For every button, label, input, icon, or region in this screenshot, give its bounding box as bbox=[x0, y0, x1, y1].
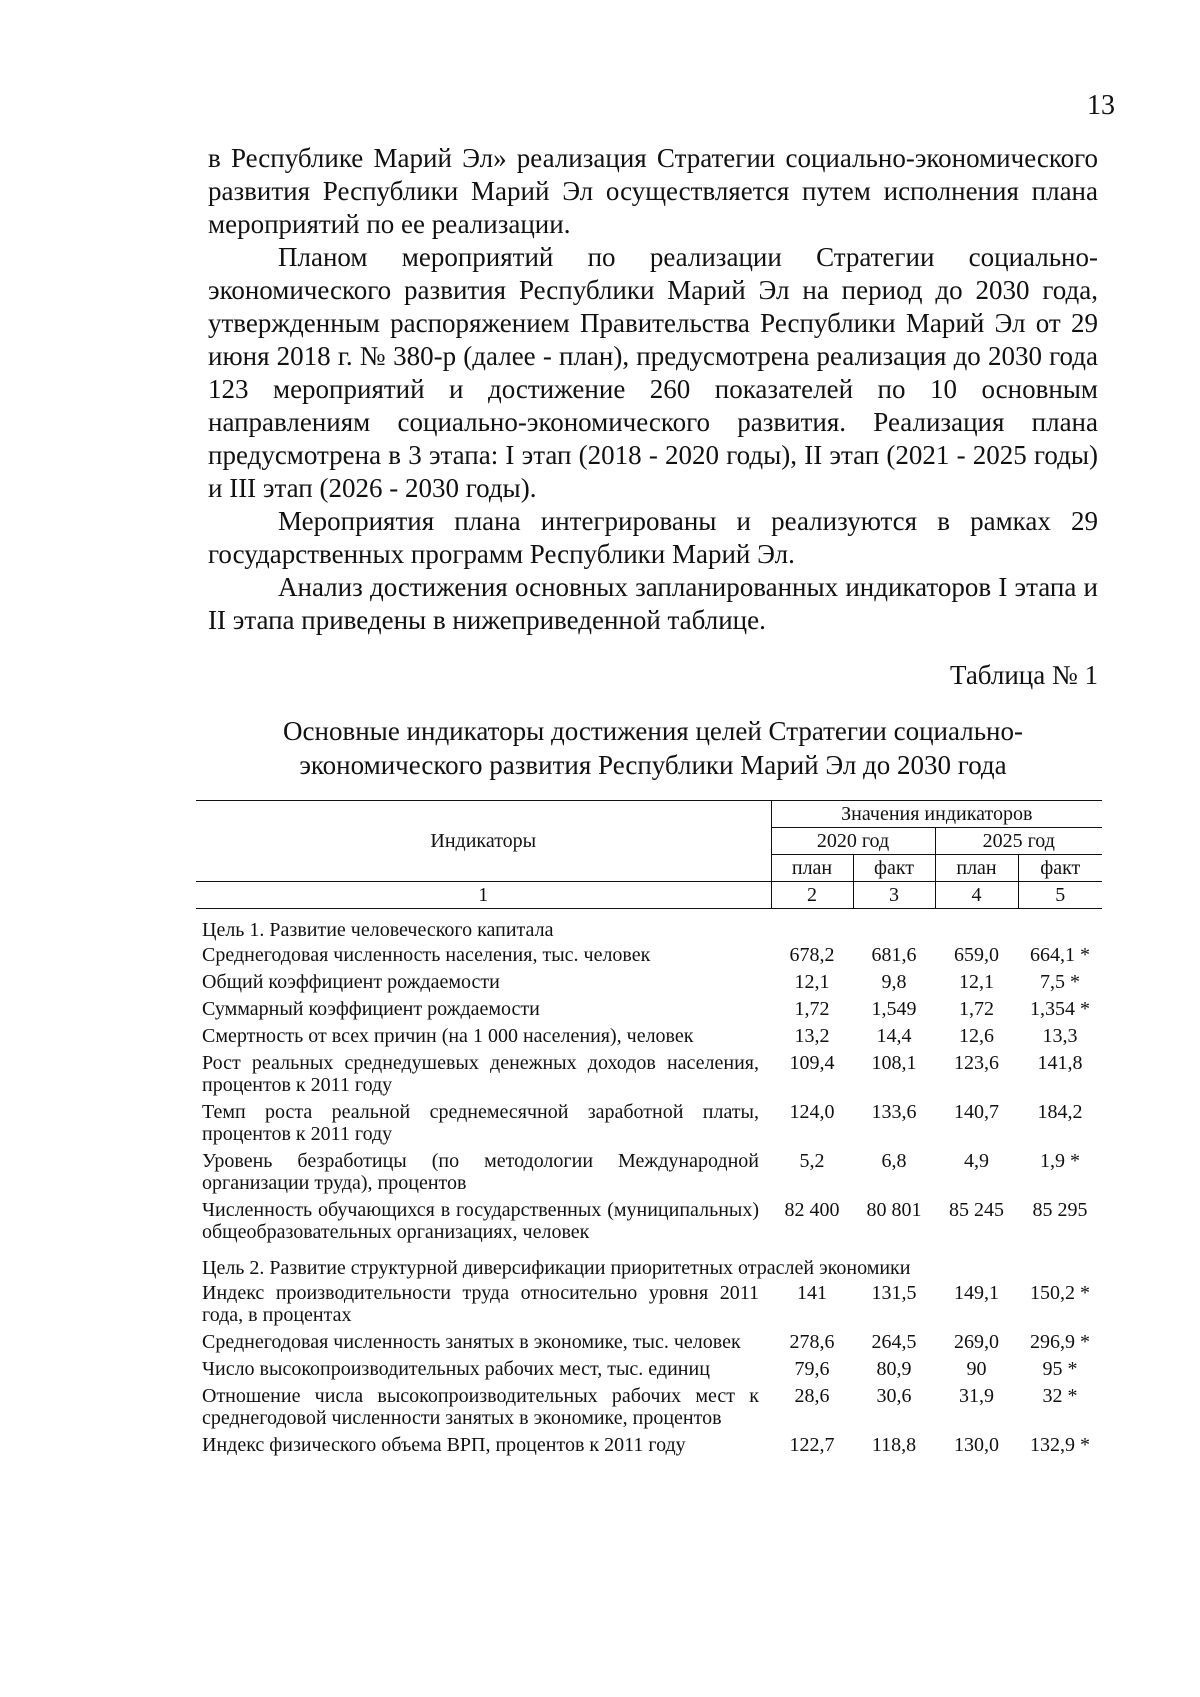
table-label: Таблица № 1 bbox=[950, 660, 1098, 690]
fact-2020-value: 14,4 bbox=[876, 1025, 912, 1047]
plan-2025-value: 4,9 bbox=[964, 1150, 989, 1172]
plan-2025-value: 123,6 bbox=[954, 1052, 999, 1074]
plan-2020-value: 278,6 bbox=[789, 1331, 835, 1353]
paragraph-3: Мероприятия плана интегрированы и реализуются в рамках 29 государственных программ Республики Марий Эл. bbox=[208, 506, 1098, 569]
indicator-row bbox=[196, 943, 1102, 970]
plan-2025-value: 90 bbox=[966, 1358, 987, 1380]
fact-2025-value: 664,1 * bbox=[1030, 944, 1090, 966]
header-fact-2025: факт bbox=[1018, 855, 1102, 882]
indicator-name: Уровень безработицы (по методологии Международной организации труда), процентов bbox=[202, 1150, 759, 1194]
body-text bbox=[208, 142, 1098, 637]
column-number: 4 bbox=[935, 882, 1018, 909]
fact-2025-value: 95 * bbox=[1042, 1358, 1078, 1380]
goal-row bbox=[196, 909, 1102, 944]
fact-2020-value: 264,5 bbox=[871, 1331, 917, 1353]
fact-2025-value: 1,9 * bbox=[1040, 1150, 1080, 1172]
fact-2020-value: 30,6 bbox=[876, 1385, 912, 1407]
goal-row bbox=[196, 1247, 1102, 1281]
column-number: 1 bbox=[196, 882, 771, 909]
indicators-table bbox=[196, 800, 1102, 1460]
indicator-name: Индекс физического объема ВРП, процентов к 2011 году bbox=[202, 1434, 686, 1456]
plan-2020-value: 79,6 bbox=[794, 1358, 830, 1380]
column-number: 5 bbox=[1018, 882, 1102, 909]
indicator-row bbox=[196, 1198, 1102, 1247]
fact-2025-value: 141,8 bbox=[1037, 1052, 1083, 1074]
plan-2020-value: 12,1 bbox=[794, 971, 830, 993]
fact-2020-value: 1,549 bbox=[871, 998, 917, 1020]
plan-2025-value: 130,0 bbox=[954, 1434, 999, 1456]
fact-2020-value: 80 801 bbox=[866, 1199, 922, 1221]
table-title-line-1: Основные индикаторы достижения целей Стратегии социально- bbox=[283, 716, 1023, 746]
fact-2020-value: 133,6 bbox=[871, 1101, 917, 1123]
page-number: 13 bbox=[1087, 90, 1115, 121]
plan-2025-value: 1,72 bbox=[959, 998, 994, 1020]
plan-2025-value: 149,1 bbox=[954, 1282, 999, 1304]
indicator-row bbox=[196, 1100, 1102, 1149]
indicator-row bbox=[196, 1051, 1102, 1100]
column-number: 2 bbox=[771, 882, 853, 909]
header-plan-2020: план bbox=[771, 855, 853, 882]
header-year-2020: 2020 год bbox=[771, 828, 935, 855]
table-title-line-2: экономического развития Республики Марий Эл до 2030 года bbox=[299, 750, 1007, 780]
plan-2020-value: 141 bbox=[797, 1282, 827, 1304]
indicator-row bbox=[196, 1024, 1102, 1051]
indicator-row bbox=[196, 970, 1102, 997]
indicator-name: Индекс производительности труда относительно уровня 2011 года, в процентах bbox=[202, 1282, 759, 1326]
plan-2025-value: 12,6 bbox=[959, 1025, 994, 1047]
table-title bbox=[208, 714, 1098, 782]
plan-2025-value: 269,0 bbox=[954, 1331, 999, 1353]
fact-2020-value: 681,6 bbox=[871, 944, 917, 966]
plan-2025-value: 85 245 bbox=[949, 1199, 1004, 1221]
header-values: Значения индикаторов bbox=[771, 801, 1102, 828]
indicator-name: Рост реальных среднедушевых денежных доходов населения, процентов к 2011 году bbox=[202, 1052, 759, 1096]
paragraph-4: Анализ достижения основных запланированных индикаторов I этапа и II этапа приведены в нижеприведенной таблице. bbox=[208, 572, 1098, 635]
indicator-row bbox=[196, 1330, 1102, 1357]
fact-2020-value: 108,1 bbox=[871, 1052, 917, 1074]
indicator-name: Численность обучающихся в государственных (муниципальных) общеобразовательных организациях, человек bbox=[202, 1199, 759, 1243]
plan-2020-value: 124,0 bbox=[789, 1101, 835, 1123]
fact-2025-value: 296,9 * bbox=[1030, 1331, 1090, 1353]
header-fact-2020: факт bbox=[853, 855, 935, 882]
plan-2025-value: 659,0 bbox=[954, 944, 999, 966]
plan-2020-value: 122,7 bbox=[789, 1434, 835, 1456]
indicator-row bbox=[196, 1384, 1102, 1433]
fact-2020-value: 131,5 bbox=[871, 1282, 917, 1304]
fact-2025-value: 85 295 bbox=[1032, 1199, 1088, 1221]
indicator-name: Суммарный коэффициент рождаемости bbox=[202, 998, 540, 1020]
plan-2020-value: 109,4 bbox=[789, 1052, 835, 1074]
plan-2020-value: 13,2 bbox=[794, 1025, 830, 1047]
indicator-name: Отношение числа высокопроизводительных рабочих мест к среднегодовой численности занятых в экономике, процентов bbox=[202, 1385, 759, 1429]
indicator-name: Смертность от всех причин (на 1 000 населения), человек bbox=[202, 1025, 694, 1047]
goal-title: Цель 1. Развитие человеческого капитала bbox=[202, 919, 554, 941]
fact-2020-value: 9,8 bbox=[881, 971, 907, 993]
indicator-name: Общий коэффициент рождаемости bbox=[202, 971, 500, 993]
indicator-row bbox=[196, 1433, 1102, 1460]
indicator-row bbox=[196, 1149, 1102, 1198]
fact-2025-value: 13,3 bbox=[1042, 1025, 1078, 1047]
column-number-row bbox=[196, 882, 1102, 909]
fact-2020-value: 80,9 bbox=[876, 1358, 912, 1380]
fact-2025-value: 32 * bbox=[1042, 1385, 1078, 1407]
plan-2025-value: 140,7 bbox=[954, 1101, 999, 1123]
indicator-name: Темп роста реальной среднемесячной заработной платы, процентов к 2011 году bbox=[202, 1101, 759, 1145]
header-year-2025: 2025 год bbox=[935, 828, 1102, 855]
plan-2025-value: 12,1 bbox=[959, 971, 994, 993]
fact-2020-value: 6,8 bbox=[881, 1150, 907, 1172]
header-plan-2025: план bbox=[935, 855, 1018, 882]
fact-2025-value: 132,9 * bbox=[1030, 1434, 1090, 1456]
indicator-name: Число высокопроизводительных рабочих мест, тыс. единиц bbox=[202, 1358, 710, 1380]
plan-2020-value: 28,6 bbox=[794, 1385, 830, 1407]
fact-2025-value: 184,2 bbox=[1037, 1101, 1083, 1123]
indicator-row bbox=[196, 997, 1102, 1024]
indicator-name: Среднегодовая численность населения, тыс. человек bbox=[202, 944, 651, 966]
indicator-name: Среднегодовая численность занятых в экономике, тыс. человек bbox=[202, 1331, 741, 1353]
goal-title: Цель 2. Развитие структурной диверсификации приоритетных отраслей экономики bbox=[202, 1257, 911, 1279]
plan-2020-value: 1,72 bbox=[794, 998, 830, 1020]
column-number: 3 bbox=[853, 882, 935, 909]
paragraph-1: в Республике Марий Эл» реализация Стратегии социально-экономического развития Республики Марий Эл осуществляется путем исполнения плана мероприятий по ее реализации. bbox=[208, 143, 1098, 239]
plan-2020-value: 82 400 bbox=[784, 1199, 840, 1221]
indicator-row bbox=[196, 1281, 1102, 1330]
indicator-row bbox=[196, 1357, 1102, 1384]
plan-2020-value: 5,2 bbox=[799, 1150, 825, 1172]
header-indicators: Индикаторы bbox=[196, 801, 771, 882]
fact-2025-value: 150,2 * bbox=[1030, 1282, 1090, 1304]
fact-2020-value: 118,8 bbox=[871, 1434, 917, 1456]
paragraph-2: Планом мероприятий по реализации Стратегии социально-экономического развития Республики Марий Эл на период до 2030 года, утвержденным распоряжением Правительства Республики Марий Эл от 29 июня 2018 г. № 380-р (далее - план), предусмотрена реализация до 2030 года 123 мероприятий и достижение 260 показателей по 10 основным направлениям социально-экономического развития. Реализация плана предусмотрена в 3 этапа: I этап (2018 - 2020 годы), II этап (2021 - 2025 годы) и III этап (2026 - 2030 годы). bbox=[208, 242, 1098, 503]
plan-2025-value: 31,9 bbox=[959, 1385, 994, 1407]
plan-2020-value: 678,2 bbox=[789, 944, 835, 966]
fact-2025-value: 1,354 * bbox=[1030, 998, 1090, 1020]
fact-2025-value: 7,5 * bbox=[1040, 971, 1080, 993]
